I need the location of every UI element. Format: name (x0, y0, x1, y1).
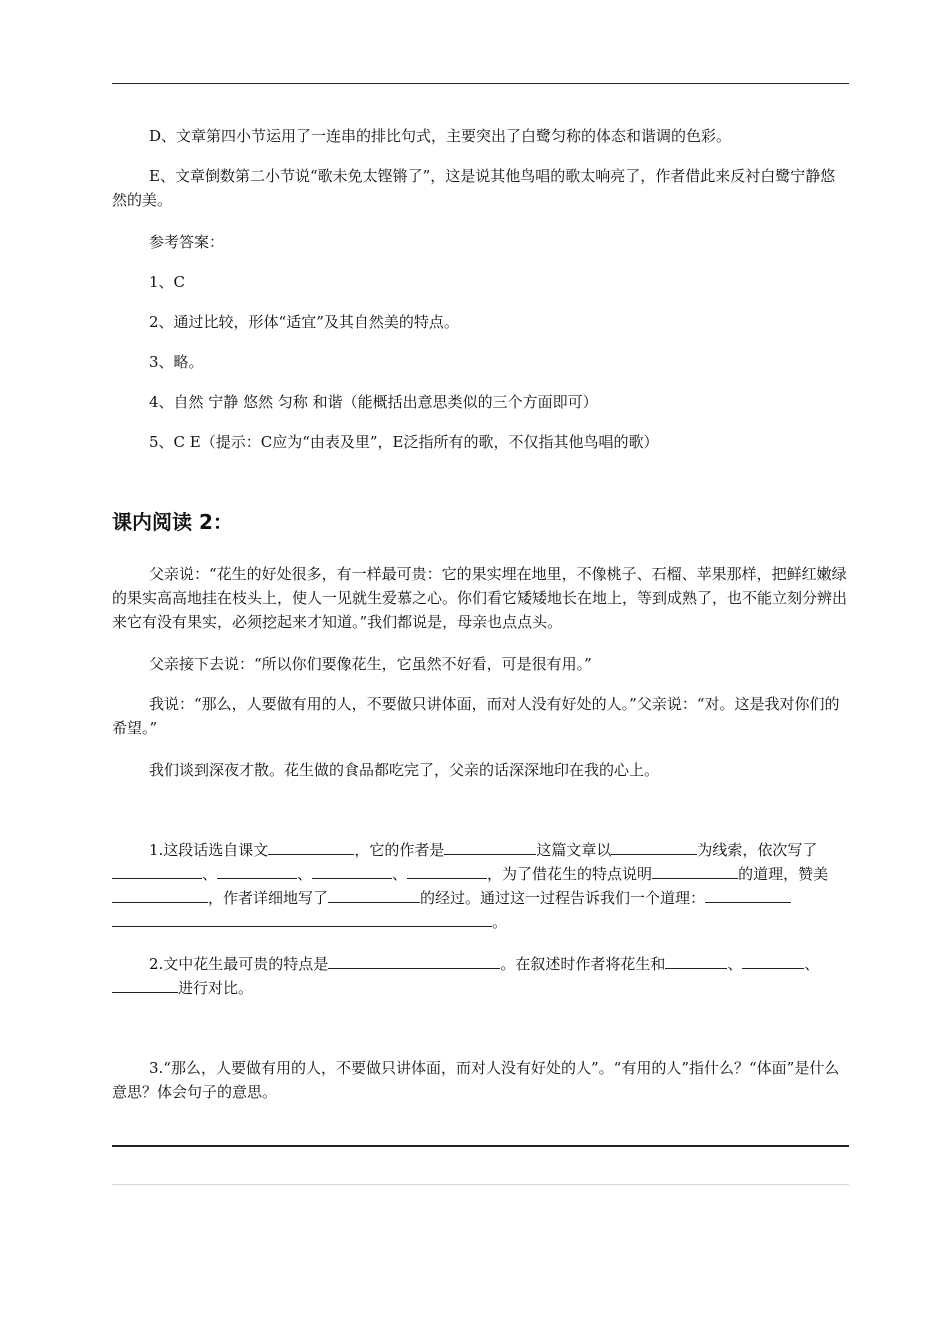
q1-text: 的经过。通过这一过程告诉我们一个道理： (420, 889, 706, 907)
answer-item: 5、C E（提示：C应为“由表及里”，E泛指所有的歌，不仅指其他鸟唱的歌） (149, 433, 659, 451)
passage-paragraph: 父亲接下去说：“所以你们要像花生，它虽然不好看，可是很有用。” (149, 655, 592, 673)
answer-item: 1、C (149, 273, 186, 291)
q1-text: ，它的作者是 (354, 841, 445, 859)
q2-text: 、 (804, 955, 820, 973)
answer-blank[interactable] (217, 863, 297, 879)
answer-blank[interactable] (112, 863, 202, 879)
header-rule (112, 83, 849, 84)
answer-item: 2、通过比较，形体“适宜”及其自然美的特点。 (149, 313, 459, 331)
answer-blank[interactable] (611, 839, 697, 855)
q1-text: 、 (392, 865, 408, 883)
q2-text: 2.文中花生最可贵的特点是 (149, 955, 329, 973)
passage-paragraph: 我说：“那么，人要做有用的人，不要做只讲体面，而对人没有好处的人。”父亲说：“对。这是我对你们的希望。” (112, 695, 840, 737)
answer-blank[interactable] (652, 863, 738, 879)
footer-rule (112, 1145, 849, 1147)
answer-blank[interactable] (407, 863, 487, 879)
answer-blank[interactable] (444, 839, 536, 855)
answer-blank[interactable] (268, 839, 354, 855)
answer-blank[interactable] (112, 977, 178, 993)
q2-text: 、 (727, 955, 743, 973)
answer-blank[interactable] (328, 887, 420, 903)
passage-paragraph: 我们谈到深夜才散。花生做的食品都吃完了，父亲的话深深地印在我的心上。 (149, 761, 660, 779)
q1-text: 、 (202, 865, 218, 883)
answer-blank[interactable] (705, 887, 791, 903)
section-heading: 课内阅读 2： (112, 510, 233, 534)
answer-blank[interactable] (742, 953, 804, 969)
answers-title: 参考答案： (149, 233, 225, 251)
answer-item: 3、略。 (149, 353, 204, 371)
q1-text: ，为了借花生的特点说明 (487, 865, 653, 883)
q2-text: 。在叙述时作者将花生和 (500, 955, 666, 973)
answer-blank[interactable] (665, 953, 727, 969)
q2-text: 进行对比。 (178, 979, 254, 997)
answer-item: 4、自然 宁静 悠然 匀称 和谐（能概括出意思类似的三个方面即可） (149, 393, 598, 411)
q1-text: 这篇文章以 (536, 841, 612, 859)
option-d: D、文章第四小节运用了一连串的排比句式，主要突出了白鹭匀称的体态和谐调的色彩。 (149, 127, 732, 145)
footer-rule-faint (112, 1184, 849, 1185)
answer-blank[interactable] (112, 887, 208, 903)
option-e: E、文章倒数第二小节说“歌未免太铿锵了”，这是说其他鸟唱的歌太响亮了，作者借此来反衬白鹭宁静悠然的美。 (112, 167, 836, 209)
q1-text: ，作者详细地写了 (208, 889, 329, 907)
question-1 (112, 838, 849, 934)
q1-text: 1.这段话选自课文 (149, 841, 269, 859)
q1-text: 为线索，依次写了 (697, 841, 818, 859)
passage-paragraph: 父亲说：“花生的好处很多，有一样最可贵：它的果实埋在地里，不像桃子、石榴、苹果那样，把鲜红嫩绿的果实高高地挂在枝头上，使人一见就生爱慕之心。你们看它矮矮地长在地上，等到成熟了，也不能立刻分辨出来它有没有果实，必须挖起来才知道。”我们都说是，母亲也点点头。 (112, 565, 848, 631)
q1-text: 的道理，赞美 (738, 865, 829, 883)
answer-blank[interactable] (112, 911, 492, 927)
q1-text: 、 (297, 865, 313, 883)
question-3: 3.“那么，人要做有用的人，不要做只讲体面，而对人没有好处的人”。“有用的人”指什么？“体面”是什么意思？体会句子的意思。 (112, 1059, 840, 1101)
q1-text: 。 (492, 913, 508, 931)
answer-blank[interactable] (328, 953, 500, 969)
question-2 (112, 952, 849, 1000)
answer-blank[interactable] (312, 863, 392, 879)
